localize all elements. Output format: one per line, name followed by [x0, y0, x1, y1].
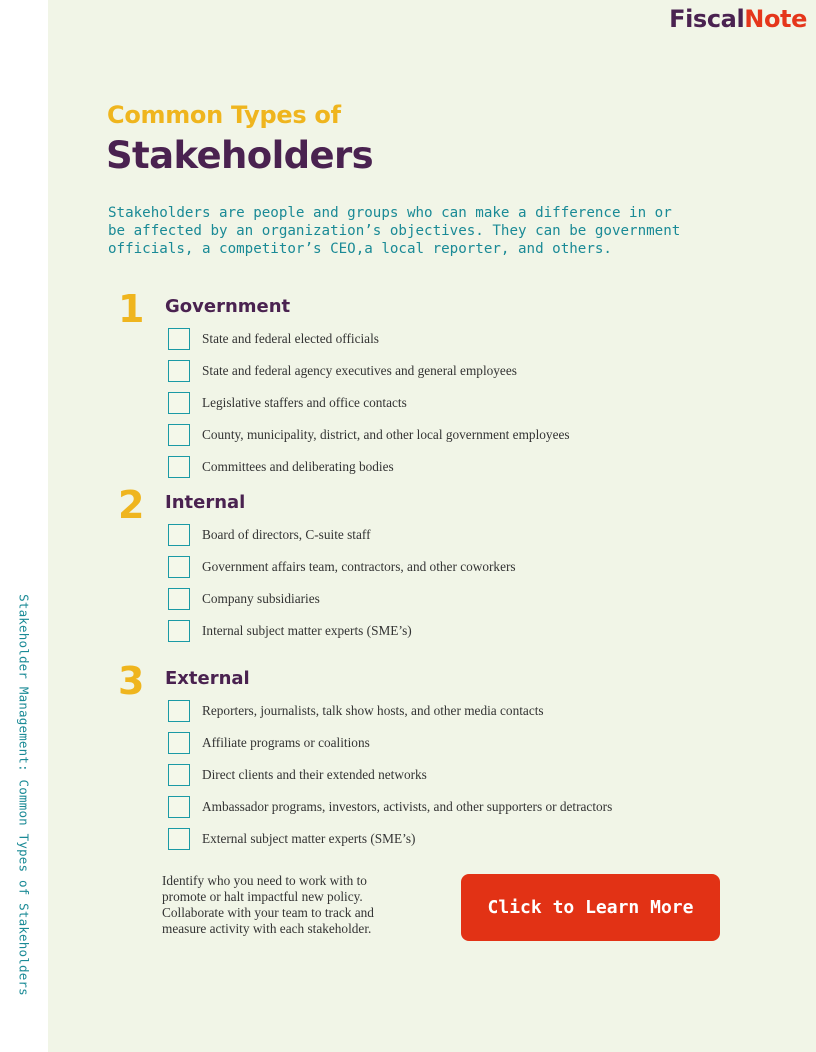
checklist-item — [168, 323, 570, 355]
checklist-item-label: Company subsidiaries — [202, 591, 320, 606]
side-strip — [0, 0, 48, 1052]
checklist-item — [168, 695, 612, 727]
checklist-item-label: Ambassador programs, investors, activists, and other supporters or detractors — [202, 799, 613, 814]
checklist-item — [168, 419, 570, 451]
section-number: 1 — [118, 287, 145, 331]
checklist-item-label: Legislative staffers and office contacts — [202, 395, 407, 410]
checkbox[interactable] — [168, 524, 190, 546]
checkbox[interactable] — [168, 588, 190, 610]
checkbox[interactable] — [168, 392, 190, 414]
checkbox[interactable] — [168, 360, 190, 382]
checklist-item-label: State and federal agency executives and general employees — [202, 363, 517, 378]
checkbox[interactable] — [168, 556, 190, 578]
checklist-item-label: Reporters, journalists, talk show hosts, and other media contacts — [202, 703, 544, 718]
checklist — [168, 695, 612, 855]
section-number: 2 — [118, 483, 145, 527]
section-number: 3 — [118, 659, 145, 703]
checklist-item-label: Direct clients and their extended networks — [202, 767, 427, 782]
intro-paragraph: Stakeholders are people and groups who can make a difference in or be affected by an organization’s objectives. They can be government officials, a competitor’s CEO,a local reporter, and others. — [108, 205, 681, 257]
checklist-item — [168, 355, 570, 387]
fiscalnote-logo — [669, 5, 807, 33]
logo-part-note: Note — [744, 5, 807, 33]
checkbox[interactable] — [168, 764, 190, 786]
checklist-item-label: Affiliate programs or coalitions — [202, 735, 370, 750]
checklist-item-label: State and federal elected officials — [202, 331, 379, 346]
checklist-item — [168, 759, 612, 791]
learn-more-button[interactable]: Click to Learn More — [461, 874, 720, 941]
checkbox[interactable] — [168, 620, 190, 642]
checkbox[interactable] — [168, 328, 190, 350]
section-heading: Government — [165, 296, 291, 317]
checklist-item-label: Internal subject matter experts (SME’s) — [202, 623, 412, 638]
checklist-item — [168, 583, 516, 615]
checklist-item — [168, 387, 570, 419]
checklist-item-label: Board of directors, C-suite staff — [202, 527, 371, 542]
sidebar-caption: Stakeholder Management: Common Types of Stakeholders — [16, 594, 32, 996]
checklist-item-label: Committees and deliberating bodies — [202, 459, 394, 474]
logo-part-fiscal: Fiscal — [669, 5, 745, 33]
checklist — [168, 323, 570, 483]
checklist-item — [168, 615, 516, 647]
checklist-item-label: County, municipality, district, and other local government employees — [202, 427, 570, 442]
page-title: Stakeholders — [106, 134, 374, 177]
checklist-item — [168, 791, 612, 823]
checkbox[interactable] — [168, 796, 190, 818]
checklist-item — [168, 727, 612, 759]
checklist-item-label: External subject matter experts (SME’s) — [202, 831, 416, 846]
checklist — [168, 519, 516, 647]
page-kicker: Common Types of — [107, 101, 341, 129]
checkbox[interactable] — [168, 700, 190, 722]
checklist-item — [168, 551, 516, 583]
checkbox[interactable] — [168, 732, 190, 754]
checklist-item-label: Government affairs team, contractors, and other coworkers — [202, 559, 516, 574]
footer-note: Identify who you need to work with to promote or halt impactful new policy. Collaborate with your team to track and measure activity with each stakeholder. — [162, 873, 374, 936]
section-heading: Internal — [165, 492, 246, 513]
checkbox[interactable] — [168, 424, 190, 446]
checklist-item — [168, 519, 516, 551]
checkbox[interactable] — [168, 828, 190, 850]
checklist-item — [168, 823, 612, 855]
checkbox[interactable] — [168, 456, 190, 478]
checklist-item — [168, 451, 570, 483]
section-heading: External — [165, 668, 250, 689]
